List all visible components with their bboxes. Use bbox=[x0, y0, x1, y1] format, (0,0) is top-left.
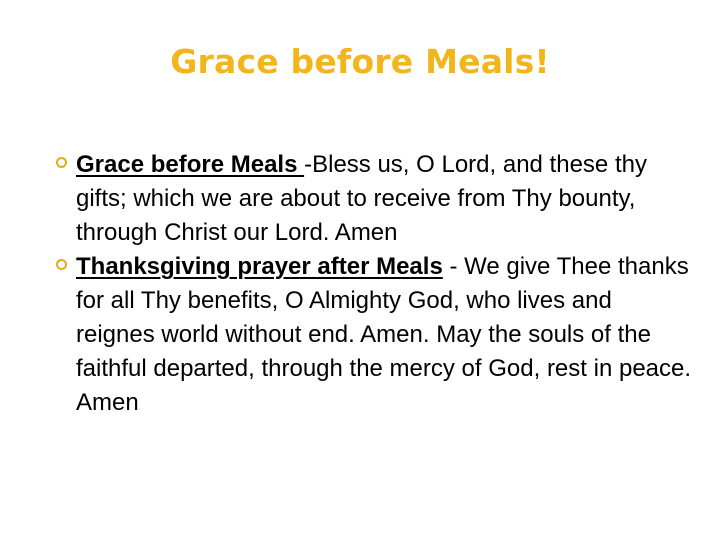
bullet-body: - We give Thee thanks for all Thy benefits, O Almighty God, who lives and reignes world without end. Amen. May the souls of the faithful departed, through the mercy of God, rest in peace. Amen bbox=[76, 253, 692, 416]
bullet-grace-before-meals bbox=[56, 148, 696, 250]
hollow-circle-bullet-icon bbox=[56, 157, 67, 168]
bullet-thanksgiving-after-meals bbox=[56, 250, 696, 420]
bullet-body: -Bless us, O Lord, and these thy gifts; which we are about to receive from Thy bounty, through Christ our Lord. Amen bbox=[76, 151, 647, 246]
hollow-circle-bullet-icon bbox=[56, 259, 67, 270]
slide-title: Grace before Meals! bbox=[170, 42, 550, 81]
bullet-list bbox=[56, 148, 696, 420]
bullet-heading: Grace before Meals bbox=[76, 151, 305, 178]
bullet-heading: Thanksgiving prayer after Meals bbox=[76, 253, 443, 280]
